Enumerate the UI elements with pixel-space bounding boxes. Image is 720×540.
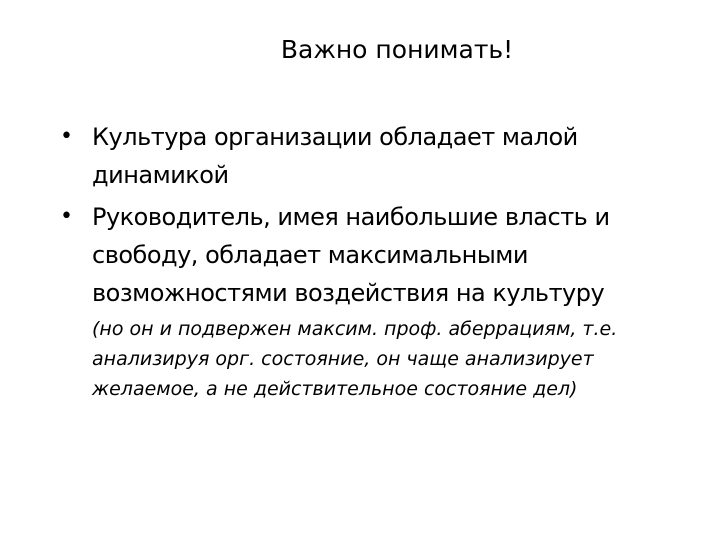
bullet-item-culture-dynamics <box>56 118 696 194</box>
bullet-icon: • <box>60 204 73 229</box>
bullet-text: Руководитель, имея наибольшие власть и свободу, обладает максимальными возможностями воздействия на культуру <box>92 203 610 307</box>
bullet-icon: • <box>60 124 73 149</box>
bullet-text: Культура организации обладает малой динамикой <box>92 123 578 189</box>
slide-title: Важно понимать! <box>280 35 514 64</box>
bullet-item-leader-influence <box>56 198 696 404</box>
bullet-list <box>56 118 696 404</box>
bullet-note: (но он и подвержен максим. проф. аберрациям, т.е. анализируя орг. состояние, он чаще анализирует желаемое, а не действительное состояние дел) <box>92 318 618 400</box>
